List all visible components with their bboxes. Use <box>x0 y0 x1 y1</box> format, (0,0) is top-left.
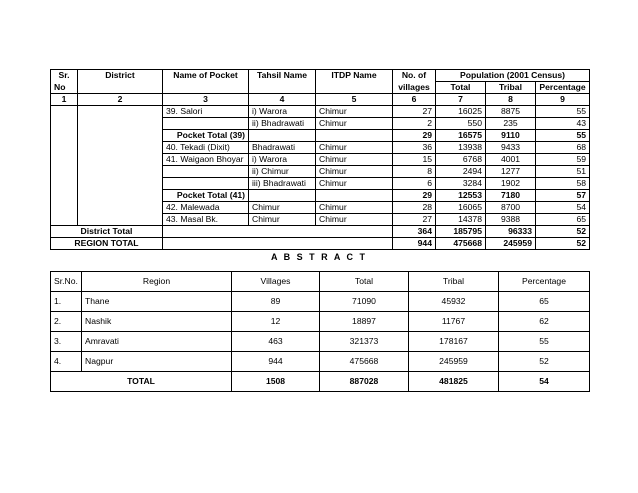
population-total: 14378 <box>436 214 486 226</box>
tahsil-name: Chimur <box>249 214 316 226</box>
abstract-percentage: 55 <box>499 332 590 352</box>
tahsil-name: iii) Bhadrawati <box>249 178 316 190</box>
header-percentage: Percentage <box>536 82 590 94</box>
abstract-total-villages: 1508 <box>232 372 320 392</box>
population-tribal: 9433 <box>486 142 536 154</box>
abstract-table <box>50 271 590 392</box>
abstract-tribal: 245959 <box>409 352 499 372</box>
percentage: 59 <box>536 154 590 166</box>
villages-count: 27 <box>393 214 436 226</box>
abstract-total: 71090 <box>320 292 409 312</box>
itdp-name: Chimur <box>316 142 393 154</box>
population-tribal: 4001 <box>486 154 536 166</box>
district-total-row <box>51 226 590 238</box>
abstract-region: Nashik <box>82 312 232 332</box>
percentage: 43 <box>536 118 590 130</box>
population-tribal: 8700 <box>486 202 536 214</box>
header-total: Total <box>436 82 486 94</box>
abstract-region: Nagpur <box>82 352 232 372</box>
abstract-percentage: 52 <box>499 352 590 372</box>
pocket-population-table <box>50 69 590 250</box>
abstract-percentage: 62 <box>499 312 590 332</box>
abstract-total: 18897 <box>320 312 409 332</box>
column-number: 1 <box>51 94 78 106</box>
itdp-name: Chimur <box>316 178 393 190</box>
abstract-total-row <box>51 372 590 392</box>
header-itdp: ITDP Name <box>316 70 393 94</box>
header-villages-line2: villages <box>393 82 436 94</box>
column-number: 8 <box>486 94 536 106</box>
percentage: 55 <box>536 130 590 142</box>
percentage: 68 <box>536 142 590 154</box>
villages-count: 29 <box>393 130 436 142</box>
percentage: 51 <box>536 166 590 178</box>
column-number: 4 <box>249 94 316 106</box>
pocket-name <box>163 118 249 130</box>
header-pocket: Name of Pocket <box>163 70 249 94</box>
header-population: Population (2001 Census) <box>436 70 590 82</box>
abstract-total-total: 887028 <box>320 372 409 392</box>
itdp-name: Chimur <box>316 214 393 226</box>
pocket-name: 41. Waigaon Bhoyar <box>163 154 249 166</box>
population-tribal: 7180 <box>486 190 536 202</box>
population-tribal: 9388 <box>486 214 536 226</box>
tahsil-name: Bhadrawati <box>249 142 316 154</box>
population-tribal: 9110 <box>486 130 536 142</box>
pocket-name: 39. Salori <box>163 106 249 118</box>
pocket-name: 40. Tekadi (Dixit) <box>163 142 249 154</box>
abstract-total-pct: 54 <box>499 372 590 392</box>
villages-count: 28 <box>393 202 436 214</box>
region-total-total: 475668 <box>436 238 486 250</box>
region-total-villages: 944 <box>393 238 436 250</box>
header-tribal: Tribal <box>486 82 536 94</box>
column-number-row <box>51 94 590 106</box>
column-number: 6 <box>393 94 436 106</box>
villages-count: 2 <box>393 118 436 130</box>
itdp-name <box>316 130 393 142</box>
abstract-sr: 2. <box>51 312 82 332</box>
region-total-tribal: 245959 <box>486 238 536 250</box>
villages-count: 29 <box>393 190 436 202</box>
population-tribal: 235 <box>486 118 536 130</box>
itdp-name: Chimur <box>316 166 393 178</box>
pocket-name: Pocket Total (41) <box>163 190 249 202</box>
abstract-header-sr: Sr.No. <box>51 272 82 292</box>
itdp-name: Chimur <box>316 202 393 214</box>
tahsil-name: ii) Chimur <box>249 166 316 178</box>
district-total-total: 185795 <box>436 226 486 238</box>
header-sr: Sr. <box>51 70 78 82</box>
population-total: 2494 <box>436 166 486 178</box>
abstract-villages: 944 <box>232 352 320 372</box>
abstract-region: Thane <box>82 292 232 312</box>
tahsil-name <box>249 130 316 142</box>
villages-count: 27 <box>393 106 436 118</box>
population-total: 12553 <box>436 190 486 202</box>
pocket-name: 42. Malewada <box>163 202 249 214</box>
population-total: 3284 <box>436 178 486 190</box>
percentage: 55 <box>536 106 590 118</box>
population-total: 16065 <box>436 202 486 214</box>
column-number: 7 <box>436 94 486 106</box>
region-total-empty <box>163 238 393 250</box>
tahsil-name: i) Warora <box>249 106 316 118</box>
itdp-name: Chimur <box>316 106 393 118</box>
header-villages: No. of <box>393 70 436 82</box>
abstract-total-label: TOTAL <box>51 372 232 392</box>
header-tahsil: Tahsil Name <box>249 70 316 94</box>
tahsil-name: i) Warora <box>249 154 316 166</box>
abstract-header-total: Total <box>320 272 409 292</box>
itdp-name: Chimur <box>316 154 393 166</box>
abstract-tribal: 178167 <box>409 332 499 352</box>
sr-no-cell <box>51 106 78 226</box>
abstract-sr: 1. <box>51 292 82 312</box>
pocket-name <box>163 178 249 190</box>
column-number: 9 <box>536 94 590 106</box>
district-total-label: District Total <box>51 226 163 238</box>
population-tribal: 1277 <box>486 166 536 178</box>
abstract-header-percentage: Percentage <box>499 272 590 292</box>
abstract-header-row <box>51 272 590 292</box>
population-total: 550 <box>436 118 486 130</box>
abstract-tribal: 45932 <box>409 292 499 312</box>
column-number: 5 <box>316 94 393 106</box>
abstract-total: 321373 <box>320 332 409 352</box>
villages-count: 36 <box>393 142 436 154</box>
abstract-sr: 3. <box>51 332 82 352</box>
abstract-villages: 463 <box>232 332 320 352</box>
abstract-row <box>51 352 590 372</box>
abstract-title: A B S T R A C T <box>271 252 367 262</box>
abstract-villages: 12 <box>232 312 320 332</box>
population-total: 13938 <box>436 142 486 154</box>
population-total: 6768 <box>436 154 486 166</box>
tahsil-name <box>249 190 316 202</box>
abstract-total-tribal: 481825 <box>409 372 499 392</box>
population-total: 16025 <box>436 106 486 118</box>
abstract-villages: 89 <box>232 292 320 312</box>
abstract-total: 475668 <box>320 352 409 372</box>
district-total-empty <box>163 226 393 238</box>
villages-count: 8 <box>393 166 436 178</box>
population-tribal: 1902 <box>486 178 536 190</box>
table-row <box>51 106 590 118</box>
header-row <box>51 70 590 82</box>
abstract-header-region: Region <box>82 272 232 292</box>
itdp-name <box>316 190 393 202</box>
abstract-row <box>51 312 590 332</box>
header-sr-line2: No <box>51 82 78 94</box>
percentage: 57 <box>536 190 590 202</box>
abstract-header-villages: Villages <box>232 272 320 292</box>
itdp-name: Chimur <box>316 118 393 130</box>
column-number: 3 <box>163 94 249 106</box>
pocket-name: 43. Masal Bk. <box>163 214 249 226</box>
population-tribal: 8875 <box>486 106 536 118</box>
population-total: 16575 <box>436 130 486 142</box>
abstract-percentage: 65 <box>499 292 590 312</box>
percentage: 65 <box>536 214 590 226</box>
villages-count: 6 <box>393 178 436 190</box>
abstract-row <box>51 332 590 352</box>
district-total-villages: 364 <box>393 226 436 238</box>
tahsil-name: Chimur <box>249 202 316 214</box>
column-number: 2 <box>78 94 163 106</box>
header-district: District <box>78 70 163 94</box>
pocket-name <box>163 166 249 178</box>
district-total-pct: 52 <box>536 226 590 238</box>
region-total-row <box>51 238 590 250</box>
abstract-row <box>51 292 590 312</box>
tahsil-name: ii) Bhadrawati <box>249 118 316 130</box>
pocket-name: Pocket Total (39) <box>163 130 249 142</box>
abstract-tribal: 11767 <box>409 312 499 332</box>
abstract-region: Amravati <box>82 332 232 352</box>
region-total-label: REGION TOTAL <box>51 238 163 250</box>
abstract-sr: 4. <box>51 352 82 372</box>
percentage: 58 <box>536 178 590 190</box>
district-cell <box>78 106 163 226</box>
abstract-header-tribal: Tribal <box>409 272 499 292</box>
villages-count: 15 <box>393 154 436 166</box>
district-total-tribal: 96333 <box>486 226 536 238</box>
percentage: 54 <box>536 202 590 214</box>
region-total-pct: 52 <box>536 238 590 250</box>
